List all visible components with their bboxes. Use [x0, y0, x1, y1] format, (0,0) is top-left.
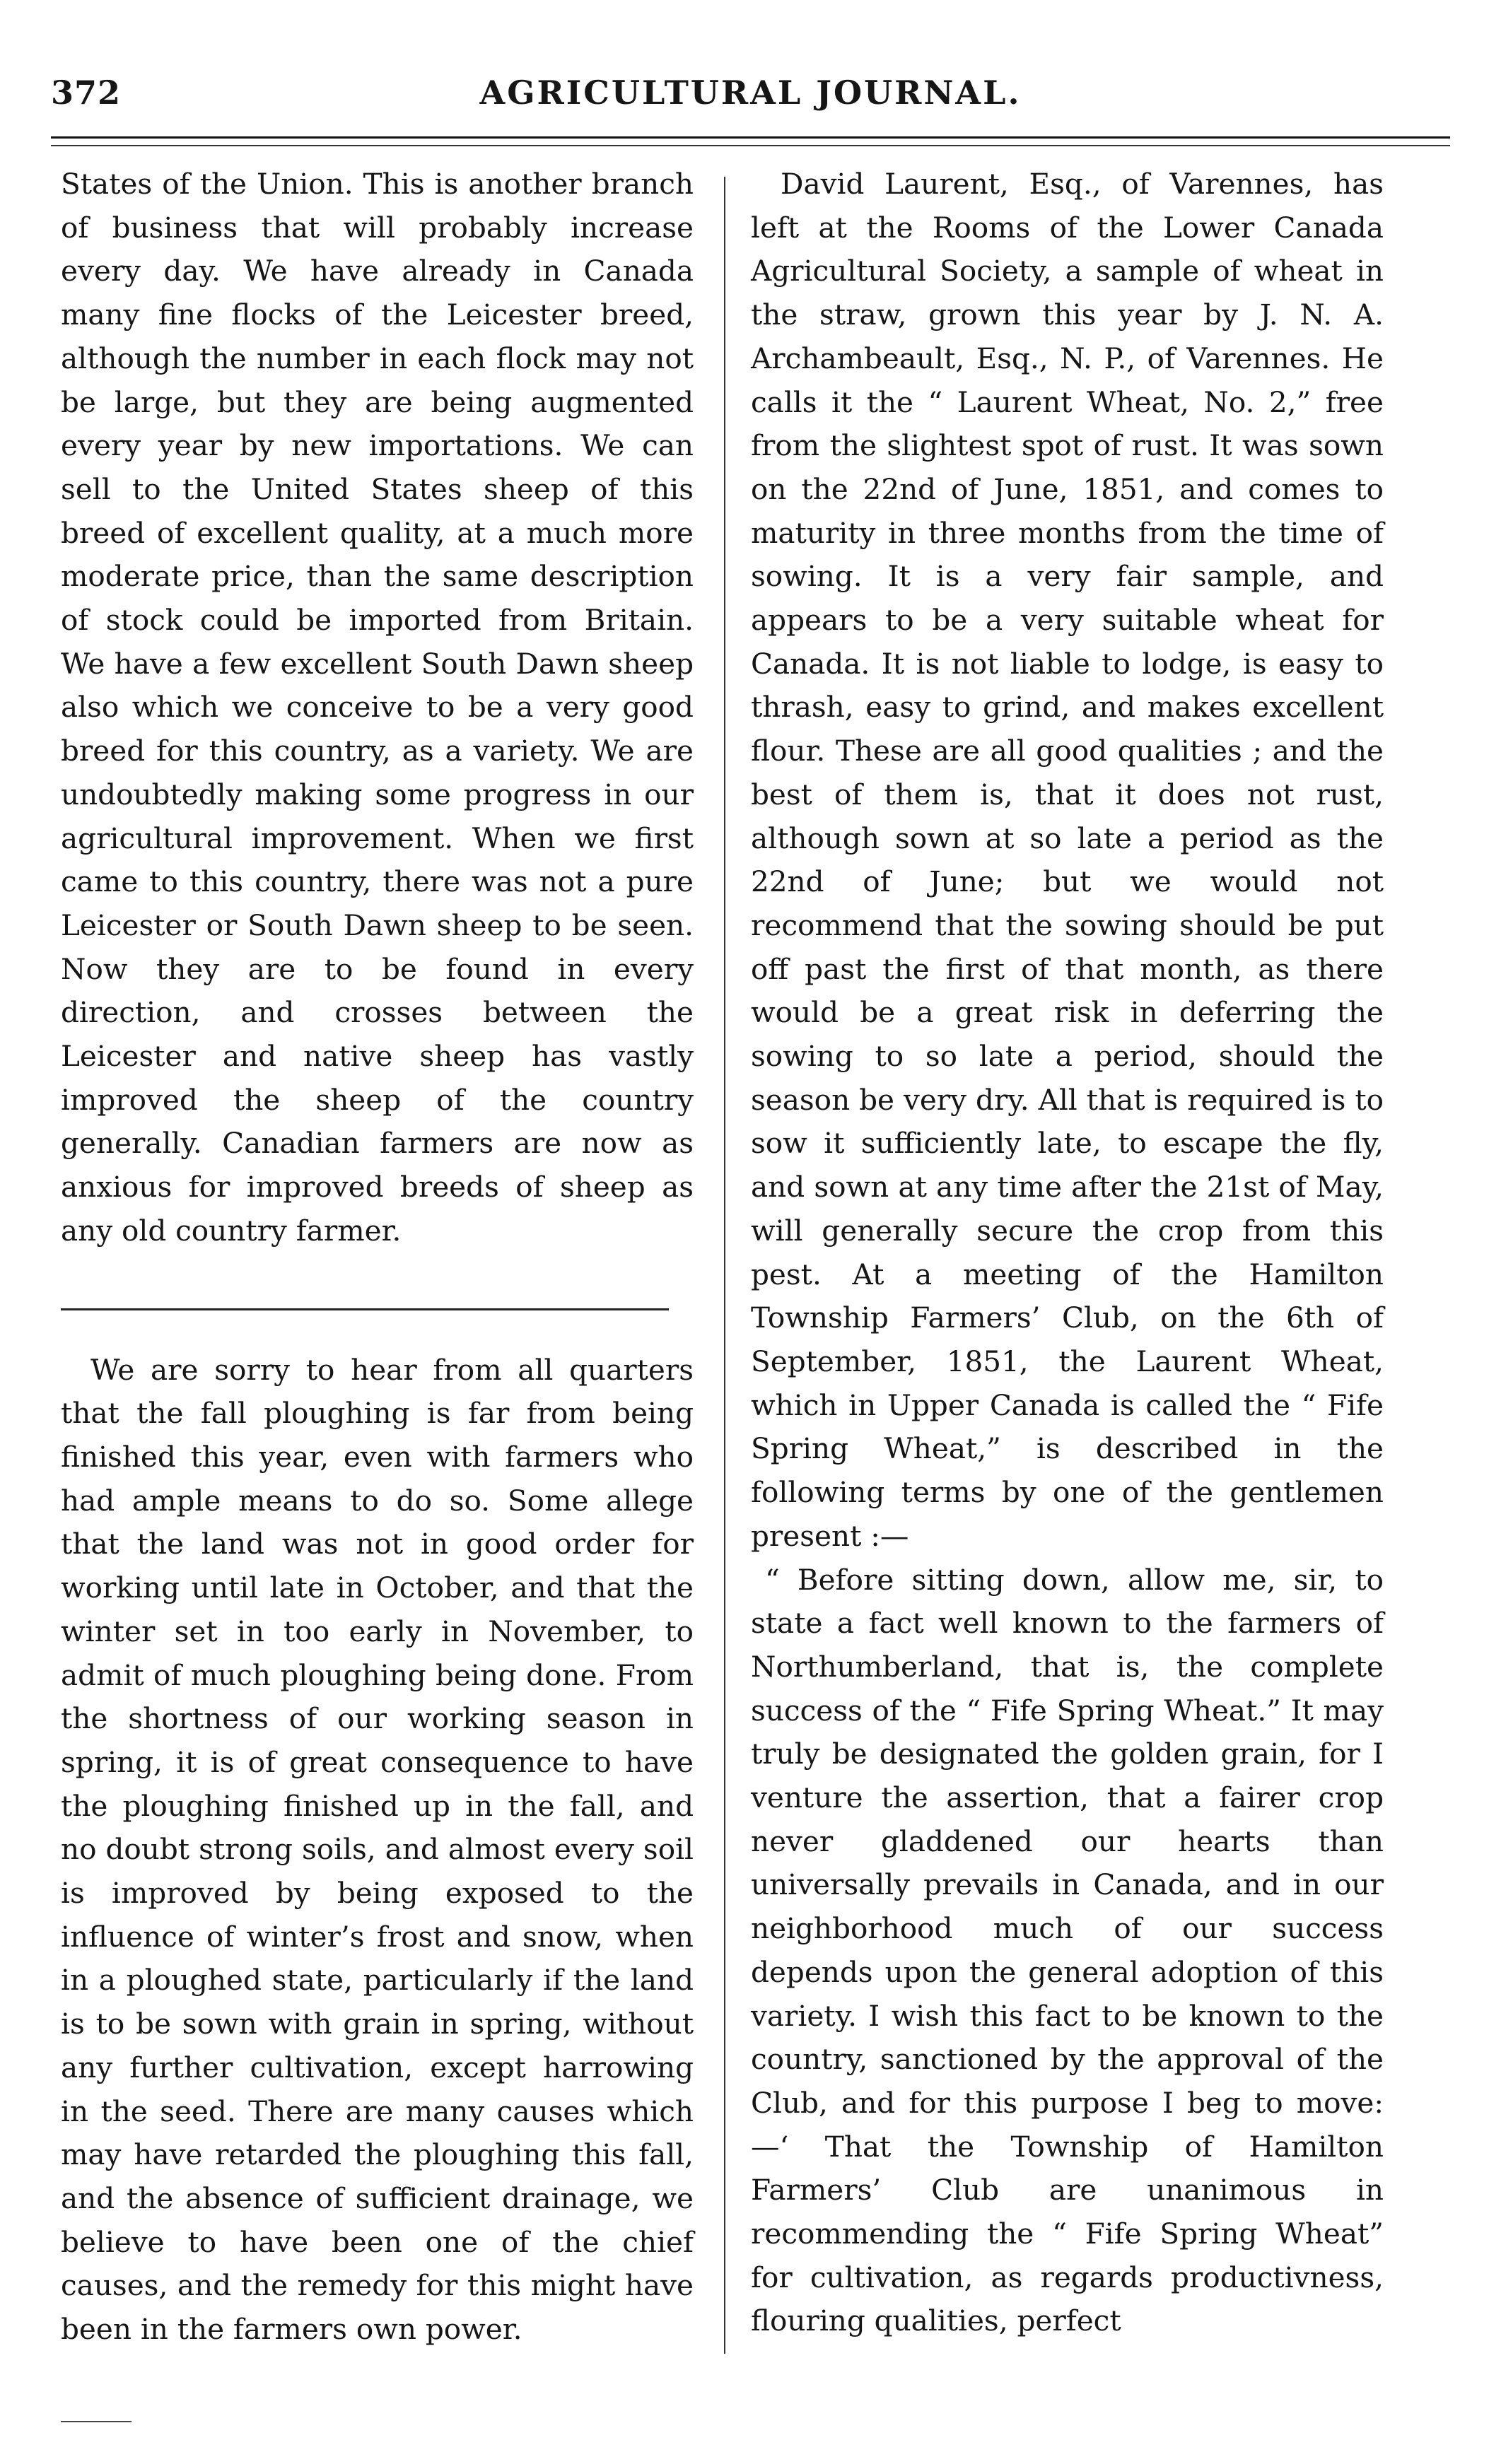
header-rule — [51, 136, 1450, 139]
footer-rule — [61, 2421, 132, 2422]
column-divider — [724, 177, 725, 2354]
running-head: AGRICULTURAL JOURNAL. — [479, 74, 1022, 112]
page-header — [51, 74, 1450, 116]
page-number: 372 — [51, 74, 122, 112]
header-rule-secondary — [51, 145, 1450, 146]
left-column — [61, 163, 694, 2352]
section-divider — [61, 1308, 669, 1310]
right-column — [751, 163, 1384, 2343]
left-paragraph-sheep: States of the Union. This is another branch of business that will probably increase every day. We have already in Canada many fine flocks of the Leicester breed, although the number in each flock may not be large, but they are being augmented every year by new importations. We can sell to the United States sheep of this breed of excellent quality, at a much more moderate price, than the same description of stock could be imported from Britain. We have a few excellent South Dawn sheep also which we conceive to be a very good breed for this country, as a variety. We are undoubtedly making some progress in our agricultural improvement. When we first came to this country, there was not a pure Leicester or South Dawn sheep to be seen. Now they are to be found in every direction, and crosses between the Leicester and native sheep has vastly improved the sheep of the country generally. Canadian farmers are now as anxious for improved breeds of sheep as any old country farmer. — [61, 167, 694, 1248]
right-paragraph-quotation: “ Before sitting down, allow me, sir, to state a fact well known to the farmers of Northumberland, that is, the complete success of the “ Fife Spring Wheat.” It may truly be designated the golden grain, for I venture the assertion, that a fairer crop never gladdened our hearts than universally prevails in Canada, and in our neighborhood much of our success depends upon the general adoption of this variety. I wish this fact to be known to the country, sanctioned by the approval of the Club, and for this purpose I beg to move:—‘ That the Township of Hamilton Farmers’ Club are unanimous in recommending the “ Fife Spring Wheat” for cultivation, as regards productivness, flouring qualities, perfect — [751, 1562, 1384, 2338]
right-paragraph-laurent-wheat: David Laurent, Esq., of Varennes, has left at the Rooms of the Lower Canada Agricultural Society, a sample of wheat in the straw, grown this year by J. N. A. Archambeault, Esq., N. P., of Varennes. He calls it the “ Laurent Wheat, No. 2,” free from the slightest spot of rust. It was sown on the 22nd of June, 1851, and comes to maturity in three months from the time of sowing. It is a very fair sample, and appears to be a very suitable wheat for Canada. It is not liable to lodge, is easy to thrash, easy to grind, and makes excellent flour. These are all good qualities ; and the best of them is, that it does not rust, although sown at so late a period as the 22nd of June; but we would not recommend that the sowing should be put off past the first of that month, as there would be a great risk in deferring the sowing to so late a period, should the season be very dry. All that is required is to sow it sufficiently late, to escape the fly, and sown at any time after the 21st of May, will generally secure the crop from this pest. At a meeting of the Hamilton Township Farmers’ Club, on the 6th of September, 1851, the Laurent Wheat, which in Upper Canada is called the “ Fife Spring Wheat,” is described in the following terms by one of the gentlemen present :— — [751, 167, 1384, 1553]
left-paragraph-ploughing: We are sorry to hear from all quarters that the fall ploughing is far from being finished this year, even with farmers who had ample means to do so. Some allege that the land was not in good order for working until late in October, and that the winter set in too early in November, to admit of much ploughing being done. From the shortness of our working season in spring, it is of great consequence to have the ploughing finished up in the fall, and no doubt strong soils, and almost every soil is improved by being exposed to the influence of winter’s frost and snow, when in a ploughed state, particularly if the land is to be sown with grain in spring, without any further cultivation, except harrowing in the seed. There are many causes which may have retarded the ploughing this fall, and the absence of sufficient drainage, we believe to have been one of the chief causes, and the remedy for this might have been in the farmers own power. — [61, 1352, 694, 2347]
